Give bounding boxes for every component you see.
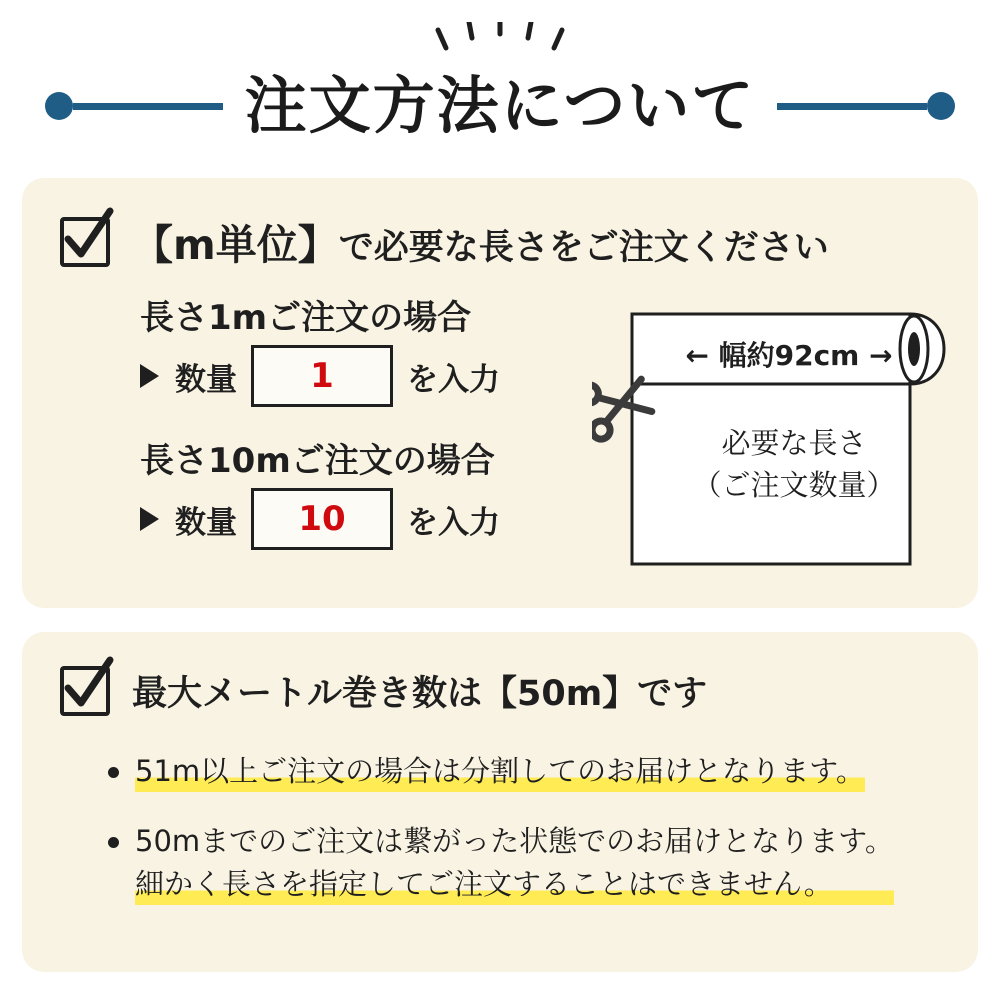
max-panel-bullets <box>108 750 948 933</box>
triangle-bullet-icon <box>140 364 159 388</box>
right-rule-line <box>777 103 927 110</box>
roll-length-line2: （ご注文数量） <box>692 468 896 503</box>
checkbox-checked-icon <box>60 666 110 716</box>
case-1-qty-word: 数量 <box>175 361 237 398</box>
case-1-label: 長さ1mご注文の場合 <box>140 298 472 338</box>
case-2-qty-row <box>140 488 600 550</box>
list-item <box>108 820 948 907</box>
bullet-2-line1: 50mまでのご注文は繋がった状態でのお届けとなります。 <box>135 823 894 858</box>
order-case-2 <box>140 433 600 550</box>
roll-length-label <box>664 422 924 506</box>
checkbox-checked-icon <box>60 217 110 267</box>
case-1-qty-row <box>140 345 600 407</box>
case-2-qty-input[interactable]: 10 <box>251 488 393 550</box>
case-2-qty-suffix: を入力 <box>407 504 500 541</box>
list-item <box>108 750 948 794</box>
bullet-dot-icon <box>108 767 119 778</box>
order-case-1 <box>140 290 600 407</box>
order-heading-text <box>132 212 829 271</box>
bullet-dot-icon <box>108 837 119 848</box>
case-1-qty-input[interactable]: 1 <box>251 345 393 407</box>
bullet-2-line2: 細かく長さを指定してご注文することはできません。 <box>135 863 894 907</box>
roll-width-label: ← 幅約92cm → <box>685 339 893 372</box>
wallpaper-roll-illustration <box>592 304 952 584</box>
order-method-panel <box>22 178 978 608</box>
triangle-bullet-icon <box>140 507 159 531</box>
bullet-1-text: 51m以上ご注文の場合は分割してのお届けとなります。 <box>135 750 865 794</box>
case-2-label: 長さ10mご注文の場合 <box>140 441 495 481</box>
sparkle-decoration-icon <box>430 22 570 67</box>
order-cases-list <box>140 290 600 576</box>
max-panel-heading <box>22 632 978 716</box>
title-row <box>0 69 1000 142</box>
order-panel-heading <box>22 178 978 271</box>
right-rule <box>777 92 955 120</box>
bullet-2-text <box>135 820 894 907</box>
right-rule-dot <box>927 92 955 120</box>
order-heading-bracket: 【m単位】 <box>132 221 339 269</box>
left-rule-line <box>73 103 223 110</box>
max-length-panel <box>22 632 978 972</box>
roll-length-line1: 必要な長さ <box>721 426 867 460</box>
page-title: 注文方法について <box>244 69 756 142</box>
page-header <box>0 0 1000 175</box>
order-heading-rest: で必要な長さをご注文ください <box>338 228 829 268</box>
case-1-qty-suffix: を入力 <box>407 361 500 398</box>
left-rule-dot <box>45 92 73 120</box>
case-2-qty-word: 数量 <box>175 504 237 541</box>
max-heading-text: 最大メートル巻き数は【50m】です <box>132 674 708 714</box>
left-rule <box>45 92 223 120</box>
